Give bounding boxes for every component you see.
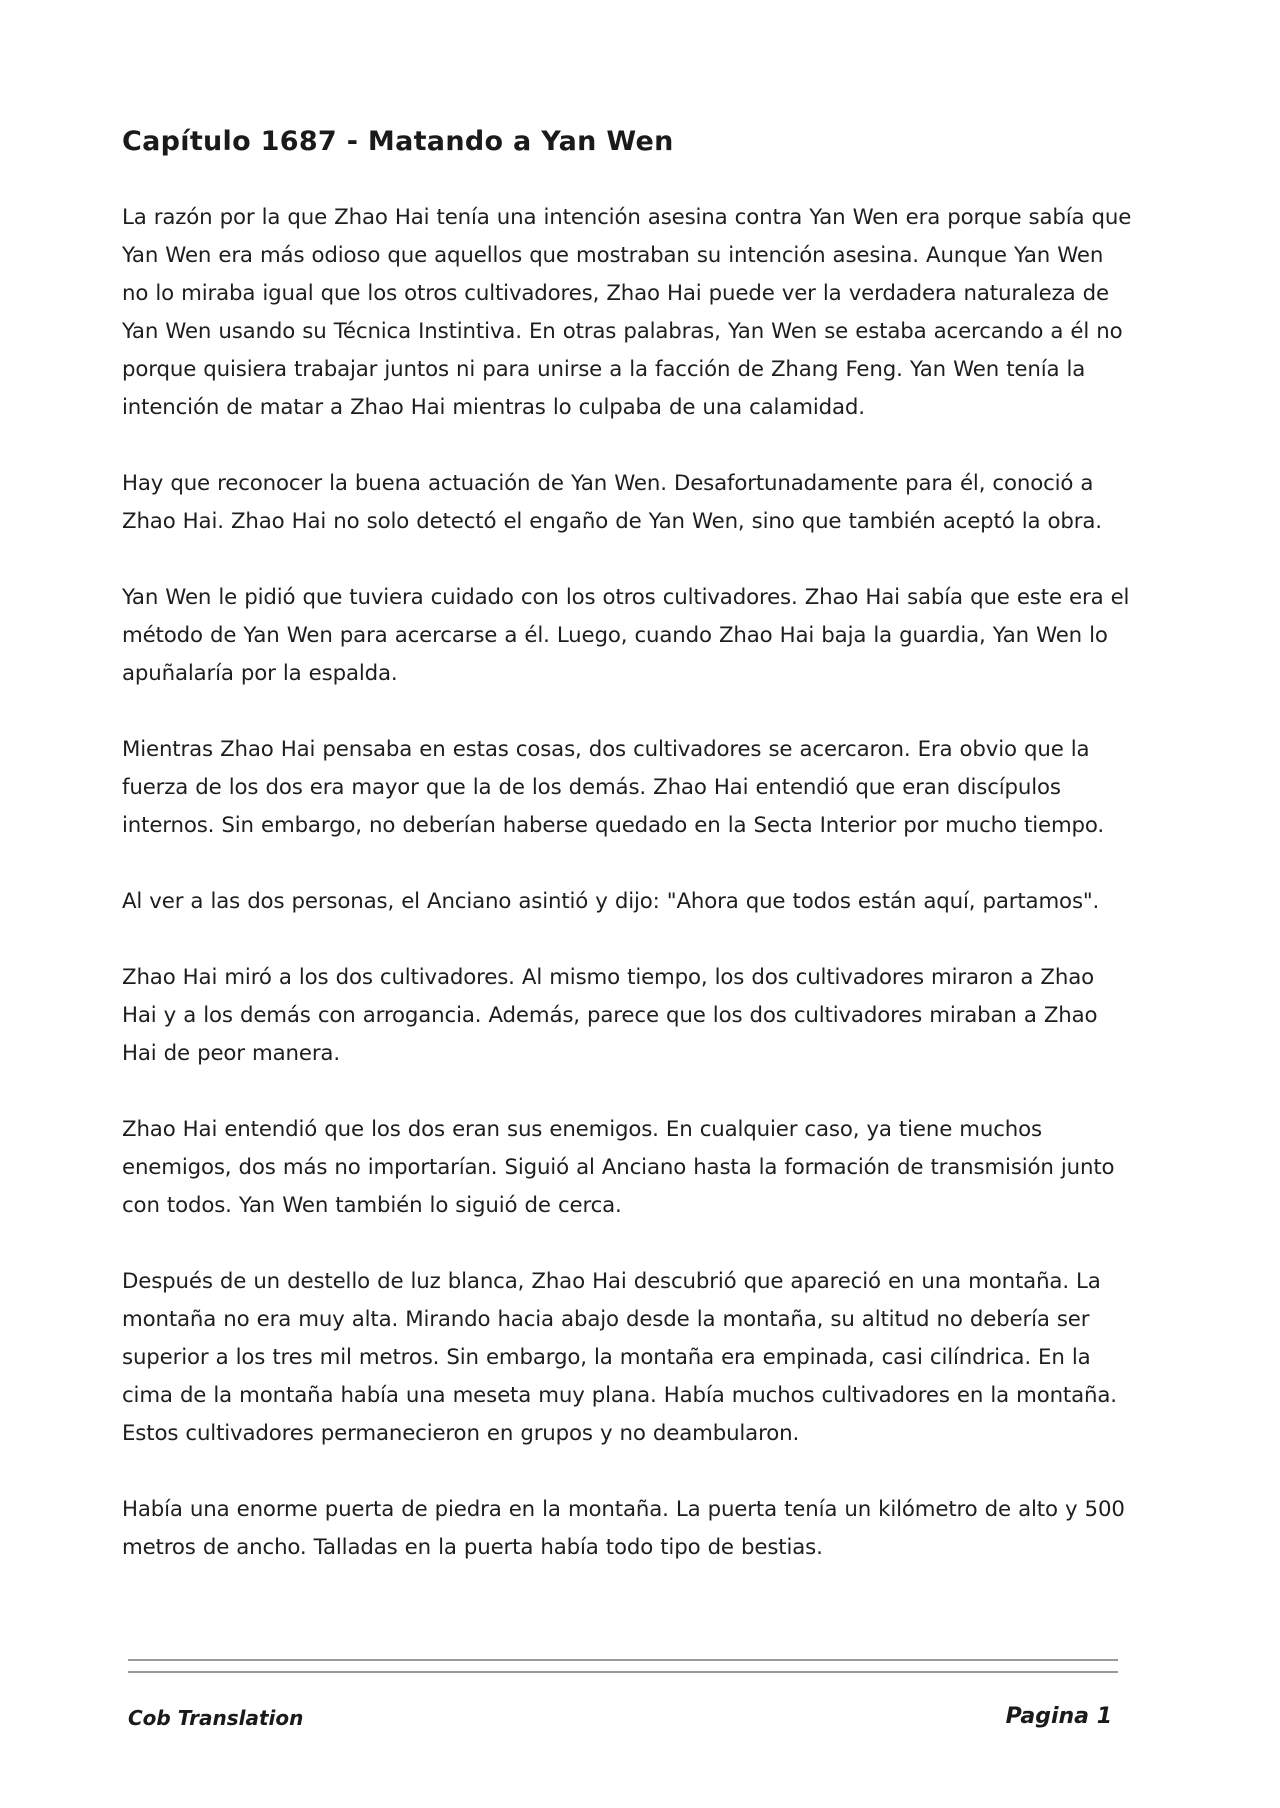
paragraph-5: Al ver a las dos personas, el Anciano asintió y dijo: "Ahora que todos están aquí, partamos". [122,889,1100,914]
paragraph-6: Zhao Hai miró a los dos cultivadores. Al mismo tiempo, los dos cultivadores miraron a Zhao Hai y a los demás con arrogancia. Además, parece que los dos cultivadores miraban a Zhao Hai de peor manera. [122,965,1098,1066]
paragraph-9: Había una enorme puerta de piedra en la montaña. La puerta tenía un kilómetro de alto y 500 metros de ancho. Talladas en la puerta había todo tipo de bestias. [122,1497,1125,1560]
paragraph-3: Yan Wen le pidió que tuviera cuidado con los otros cultivadores. Zhao Hai sabía que este era el método de Yan Wen para acercarse a él. Luego, cuando Zhao Hai baja la guardia, Yan Wen lo apuñalaría por la espalda. [122,585,1130,686]
paragraph-8: Después de un destello de luz blanca, Zhao Hai descubrió que apareció en una montaña. La montaña no era muy alta. Mirando hacia abajo desde la montaña, su altitud no debería ser superior a los tres mil metros. Sin embargo, la montaña era empinada, casi cilíndrica. En la cima de la montaña había una meseta muy plana. Había muchos cultivadores en la montaña. Estos cultivadores permanecieron en grupos y no deambularon. [122,1269,1117,1446]
footer-divider-top [128,1659,1118,1661]
paragraph-7: Zhao Hai entendió que los dos eran sus enemigos. En cualquier caso, ya tiene muchos enemigos, dos más no importarían. Siguió al Anciano hasta la formación de transmisión junto con todos. Yan Wen también lo siguió de cerca. [122,1117,1115,1218]
paragraph-4: Mientras Zhao Hai pensaba en estas cosas, dos cultivadores se acercaron. Era obvio que la fuerza de los dos era mayor que la de los demás. Zhao Hai entendió que eran discípulos internos. Sin embargo, no deberían haberse quedado en la Secta Interior por mucho tiempo. [122,737,1105,838]
footer-page-number: Pagina 1 [1005,1704,1112,1729]
chapter-title: Capítulo 1687 - Matando a Yan Wen [122,126,674,157]
chapter-body [122,199,1132,1605]
paragraph-1: La razón por la que Zhao Hai tenía una intención asesina contra Yan Wen era porque sabía que Yan Wen era más odioso que aquellos que mostraban su intención asesina. Aunque Yan Wen no lo miraba igual que los otros cultivadores, Zhao Hai puede ver la verdadera naturaleza de Yan Wen usando su Técnica Instintiva. En otras palabras, Yan Wen se estaba acercando a él no porque quisiera trabajar juntos ni para unirse a la facción de Zhang Feng. Yan Wen tenía la intención de matar a Zhao Hai mientras lo culpaba de una calamidad. [122,205,1132,420]
paragraph-2: Hay que reconocer la buena actuación de Yan Wen. Desafortunadamente para él, conoció a Zhao Hai. Zhao Hai no solo detectó el engaño de Yan Wen, sino que también aceptó la obra. [122,471,1102,534]
footer-translator-credit: Cob Translation [128,1706,304,1730]
footer-divider-bottom [128,1671,1118,1673]
